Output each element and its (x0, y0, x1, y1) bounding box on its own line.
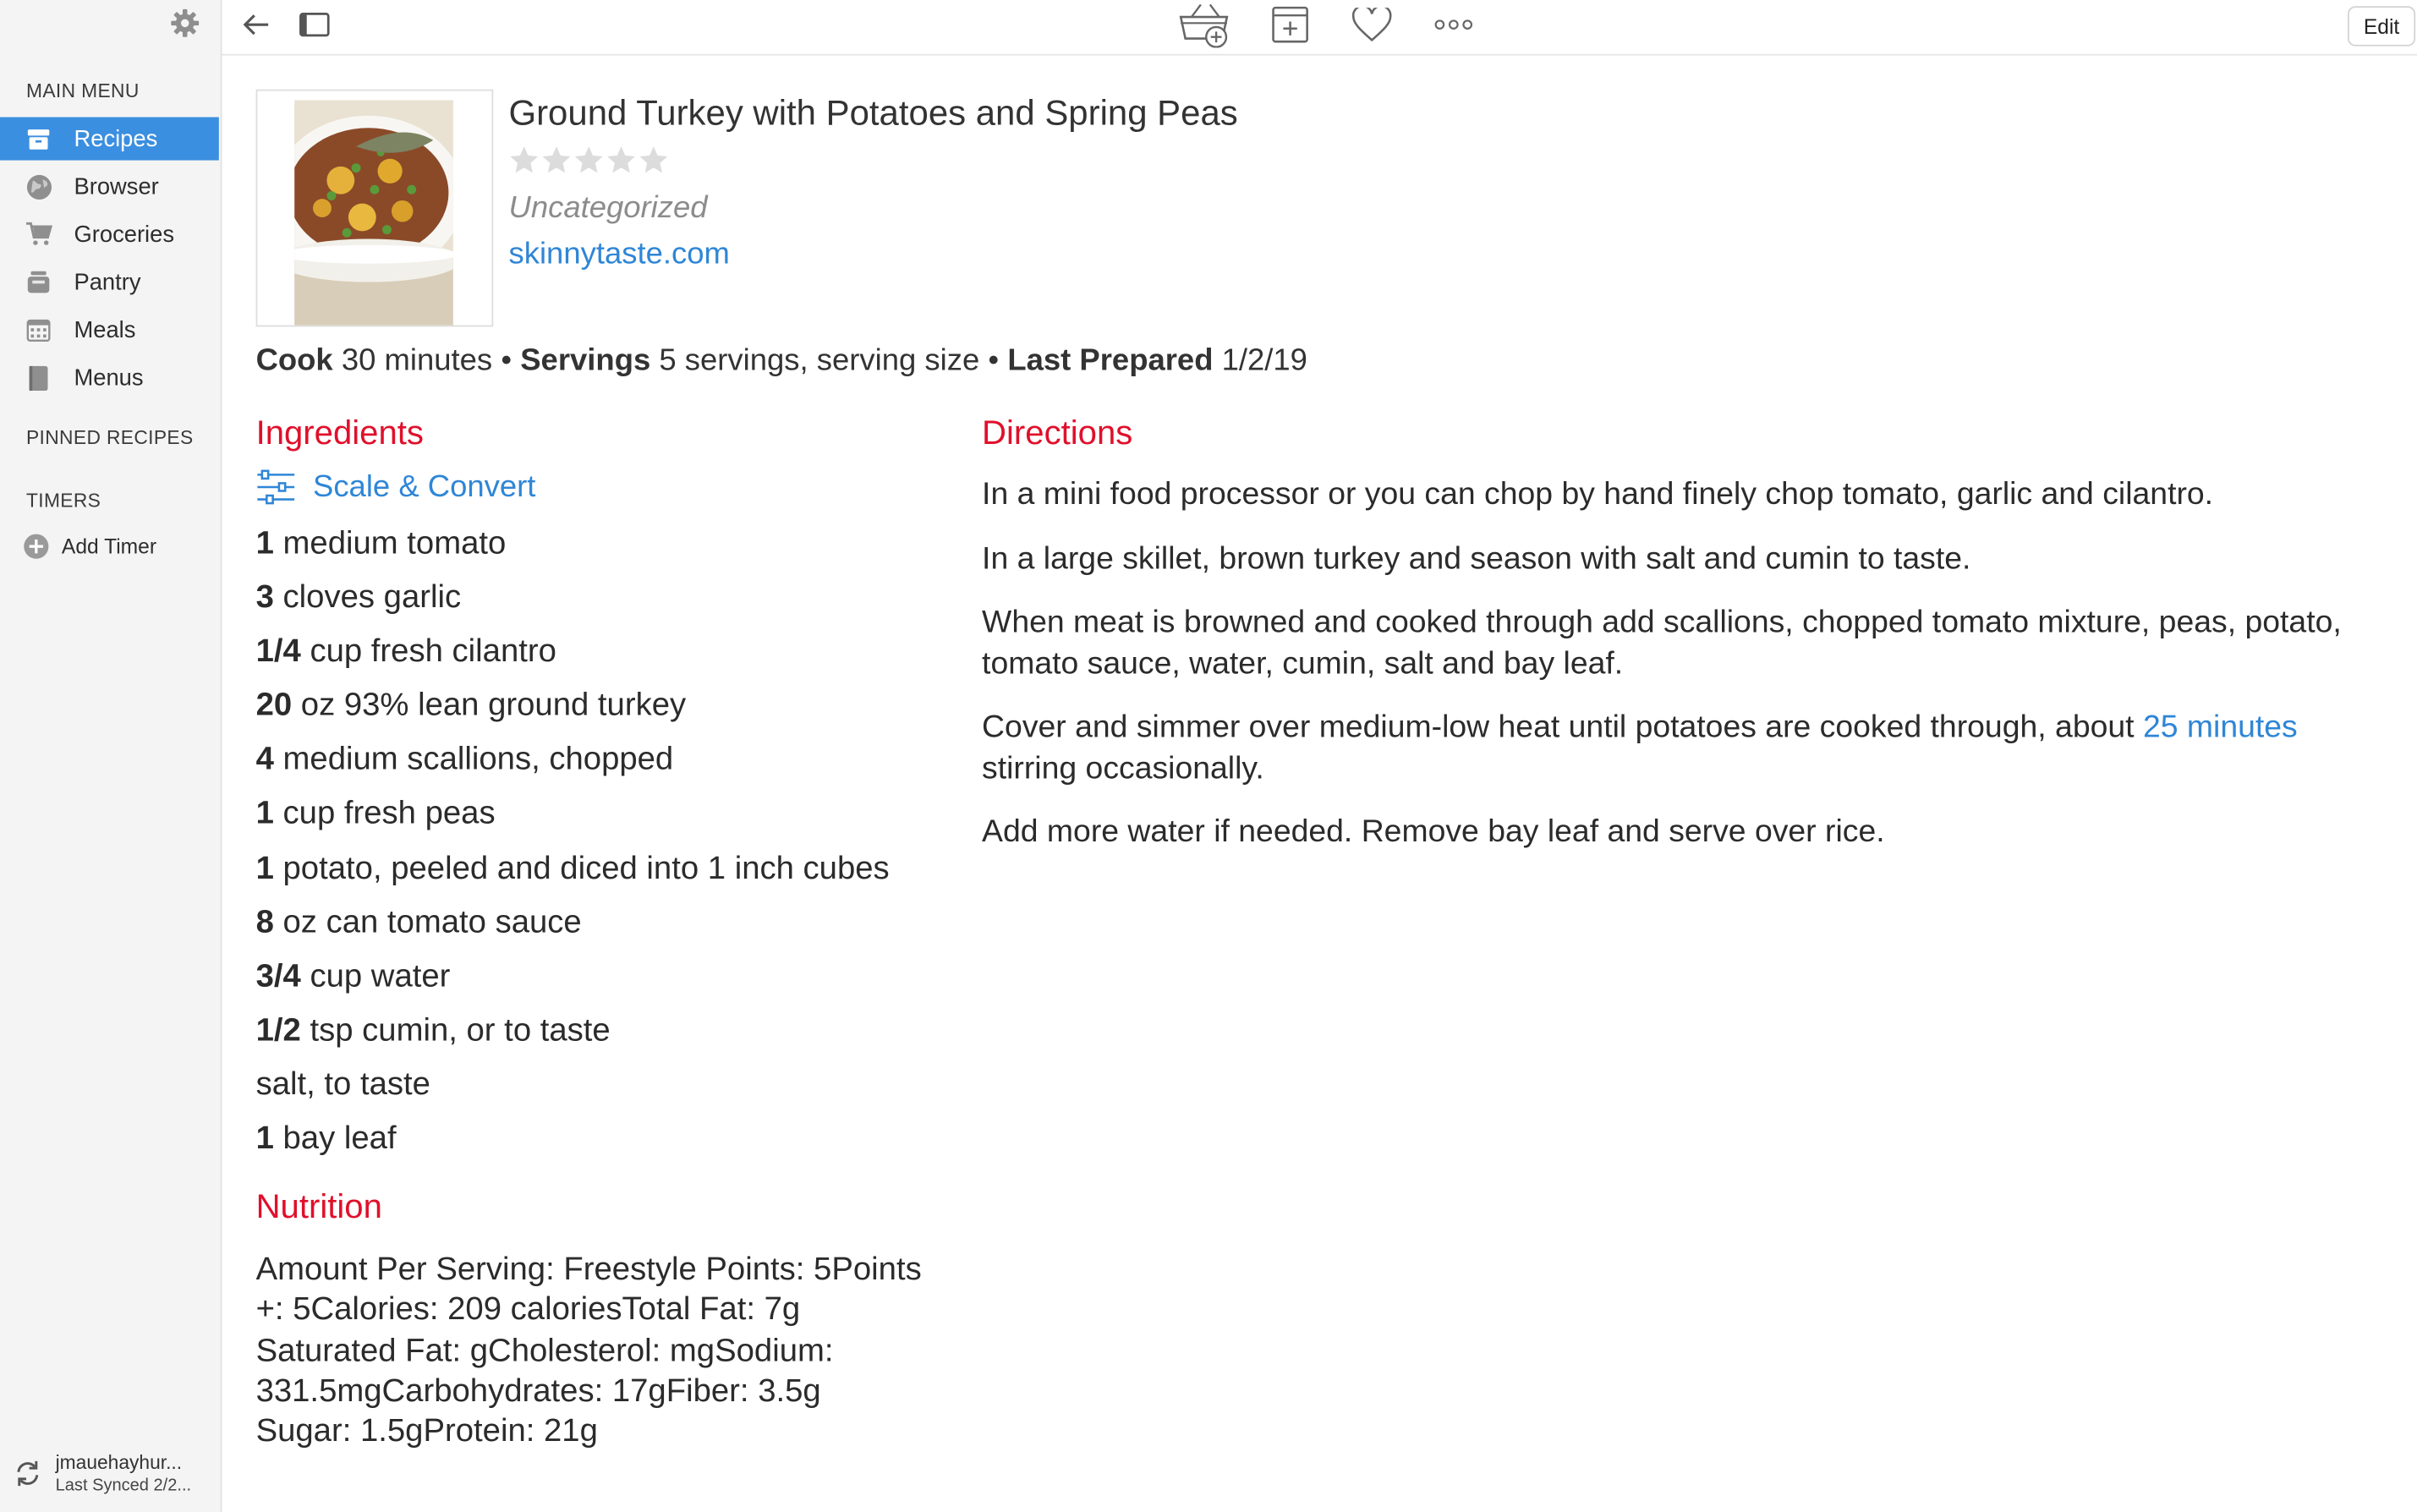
nutrition-text (256, 1250, 981, 1453)
ingredient-quantity: 4 (255, 742, 274, 778)
sidebar-item-groceries[interactable] (0, 213, 219, 256)
ingredient-text: salt, to taste (255, 1066, 430, 1103)
sync-icon (13, 1458, 43, 1488)
sidebar-item-label: Groceries (74, 221, 175, 248)
last-prepared-label: Last Prepared (1007, 343, 1214, 378)
ingredient-quantity: 1 (255, 1120, 274, 1157)
direction-text: Add more water if needed. Remove bay leaf and serve over rice. (982, 814, 1885, 850)
direction-text: When meat is browned and cooked through add scallions, chopped tomato mixture, peas, potato, tomato sauce, water, cumin, salt and bay leaf. (982, 604, 2342, 681)
ingredient-text: oz can tomato sauce (282, 904, 582, 940)
ingredient-quantity: 1/4 (255, 633, 301, 670)
sidebar-item-label: Recipes (74, 125, 158, 152)
ingredient-quantity: 3 (255, 579, 274, 616)
recipe-category[interactable]: Uncategorized (508, 191, 708, 226)
ingredients-list (256, 524, 965, 1174)
ingredient-text: cloves garlic (282, 579, 462, 616)
ingredient-row[interactable] (256, 524, 965, 578)
back-arrow-icon[interactable] (238, 4, 275, 44)
sidebar-item-label: Meals (74, 316, 136, 343)
recipe-meta (256, 343, 1307, 379)
add-to-groceries-basket-icon[interactable] (1176, 4, 1232, 44)
sidebar-item-browser[interactable] (0, 165, 219, 208)
nutrition-heading: Nutrition (255, 1186, 382, 1226)
direction-step (982, 474, 2369, 515)
ingredients-heading: Ingredients (255, 413, 424, 452)
book-icon (25, 364, 52, 392)
sliders-icon (256, 468, 296, 506)
nutrition-line: Sugar: 1.5gProtein: 21g (255, 1413, 598, 1449)
pinned-recipes-heading: PINNED RECIPES (25, 426, 194, 449)
sidebar-toggle-icon[interactable] (296, 4, 333, 44)
recipe-detail (222, 56, 2417, 1512)
ingredient-text: cup fresh cilantro (310, 633, 556, 670)
favorite-heart-icon[interactable] (1351, 4, 1394, 44)
meta-separator: • (988, 343, 1000, 378)
plus-circle-icon (23, 534, 49, 560)
direction-step (982, 813, 2369, 853)
direction-text: Cover and simmer over medium-low heat until potatoes are cooked through, about (982, 709, 2143, 745)
ingredient-row[interactable] (256, 956, 965, 1011)
ingredient-row[interactable] (256, 902, 965, 956)
scale-convert-label: Scale & Convert (313, 469, 536, 504)
ingredient-row[interactable] (256, 687, 965, 741)
ingredient-quantity: 20 (255, 688, 293, 724)
recipe-photo-image (294, 100, 453, 325)
rating-stars[interactable] (508, 145, 669, 175)
ingredient-text: cup water (310, 958, 451, 994)
sidebar-item-pantry[interactable] (0, 260, 219, 304)
ingredient-text: medium tomato (282, 525, 507, 562)
ingredient-row[interactable] (256, 1119, 965, 1173)
ingredient-quantity: 1 (255, 850, 274, 886)
pantry-scale-icon (25, 268, 52, 296)
sidebar-item-label: Pantry (74, 269, 141, 296)
direction-text: stirring occasionally. (982, 749, 1264, 786)
directions-list (982, 474, 2369, 876)
direction-text: In a mini food processor or you can chop by hand finely chop tomato, garlic and cilantro. (982, 476, 2214, 512)
gear-icon[interactable] (169, 8, 200, 38)
sidebar-item-label: Menus (74, 364, 144, 392)
ingredient-row[interactable] (256, 578, 965, 633)
nutrition-line: 331.5mgCarbohydrates: 17gFiber: 3.5g (255, 1372, 821, 1409)
star-icon[interactable] (508, 145, 539, 175)
recipes-box-icon (25, 125, 52, 153)
more-options-icon[interactable] (1432, 4, 1475, 44)
ingredient-row[interactable] (256, 849, 965, 903)
sidebar-item-menus[interactable] (0, 356, 219, 399)
add-to-meal-plan-icon[interactable] (1270, 4, 1310, 44)
star-icon[interactable] (573, 145, 604, 175)
add-timer-button[interactable] (23, 534, 156, 560)
sync-status[interactable] (13, 1452, 192, 1495)
sidebar (0, 0, 222, 1512)
sidebar-item-meals[interactable] (0, 309, 219, 352)
ingredient-text: tsp cumin, or to taste (310, 1012, 611, 1049)
timer-link[interactable]: 25 minutes (2142, 709, 2298, 745)
ingredient-text: bay leaf (282, 1120, 397, 1157)
recipe-title: Ground Turkey with Potatoes and Spring Peas (508, 92, 1238, 133)
ingredient-quantity: 8 (255, 904, 274, 940)
sync-last-synced: Last Synced 2/2... (55, 1476, 192, 1496)
sidebar-item-recipes[interactable] (0, 118, 219, 161)
calendar-icon (25, 316, 52, 344)
star-icon[interactable] (541, 145, 572, 175)
direction-text: In a large skillet, brown turkey and season with salt and cumin to taste. (982, 540, 1971, 576)
scale-convert-button[interactable] (256, 468, 536, 506)
ingredient-quantity: 3/4 (255, 958, 301, 994)
direction-step (982, 708, 2369, 790)
servings-value: 5 servings, serving size (659, 343, 980, 378)
nutrition-line: +: 5Calories: 209 caloriesTotal Fat: 7g (255, 1291, 801, 1328)
edit-button[interactable]: Edit (2348, 6, 2415, 46)
ingredient-text: cup fresh peas (282, 796, 496, 832)
nutrition-line: Saturated Fat: gCholesterol: mgSodium: (255, 1332, 834, 1368)
ingredient-row[interactable] (256, 633, 965, 687)
globe-icon (25, 173, 52, 200)
directions-heading: Directions (982, 413, 1133, 452)
timers-heading: TIMERS (25, 490, 101, 512)
direction-step (982, 539, 2369, 579)
ingredient-quantity: 1 (255, 525, 274, 562)
star-icon[interactable] (639, 145, 669, 175)
sync-user: jmauehayhur... (55, 1451, 183, 1474)
ingredient-text: medium scallions, chopped (282, 742, 674, 778)
ingredient-quantity: 1 (255, 796, 274, 832)
star-icon[interactable] (606, 145, 636, 175)
ingredient-row[interactable] (256, 795, 965, 849)
cart-icon (25, 221, 52, 249)
recipe-source-link[interactable]: skinnytaste.com (508, 237, 730, 271)
nutrition-line: Amount Per Serving: Freestyle Points: 5Points (255, 1252, 922, 1287)
add-timer-label: Add Timer (61, 534, 157, 558)
ingredient-row[interactable] (256, 741, 965, 795)
cook-value: 30 minutes (341, 343, 493, 378)
last-prepared-value: 1/2/19 (1221, 343, 1307, 378)
recipe-photo[interactable] (256, 90, 494, 327)
main-menu-heading: MAIN MENU (25, 79, 140, 102)
ingredient-row[interactable] (256, 1065, 965, 1119)
direction-step (982, 603, 2369, 685)
toolbar (222, 0, 2417, 56)
meta-separator: • (501, 343, 512, 378)
ingredient-text: oz 93% lean ground turkey (300, 688, 687, 724)
cook-label: Cook (255, 343, 333, 378)
sidebar-item-label: Browser (74, 173, 159, 200)
servings-label: Servings (520, 343, 651, 378)
ingredient-row[interactable] (256, 1011, 965, 1065)
ingredient-quantity: 1/2 (255, 1012, 301, 1049)
ingredient-text: potato, peeled and diced into 1 inch cubes (282, 850, 890, 886)
